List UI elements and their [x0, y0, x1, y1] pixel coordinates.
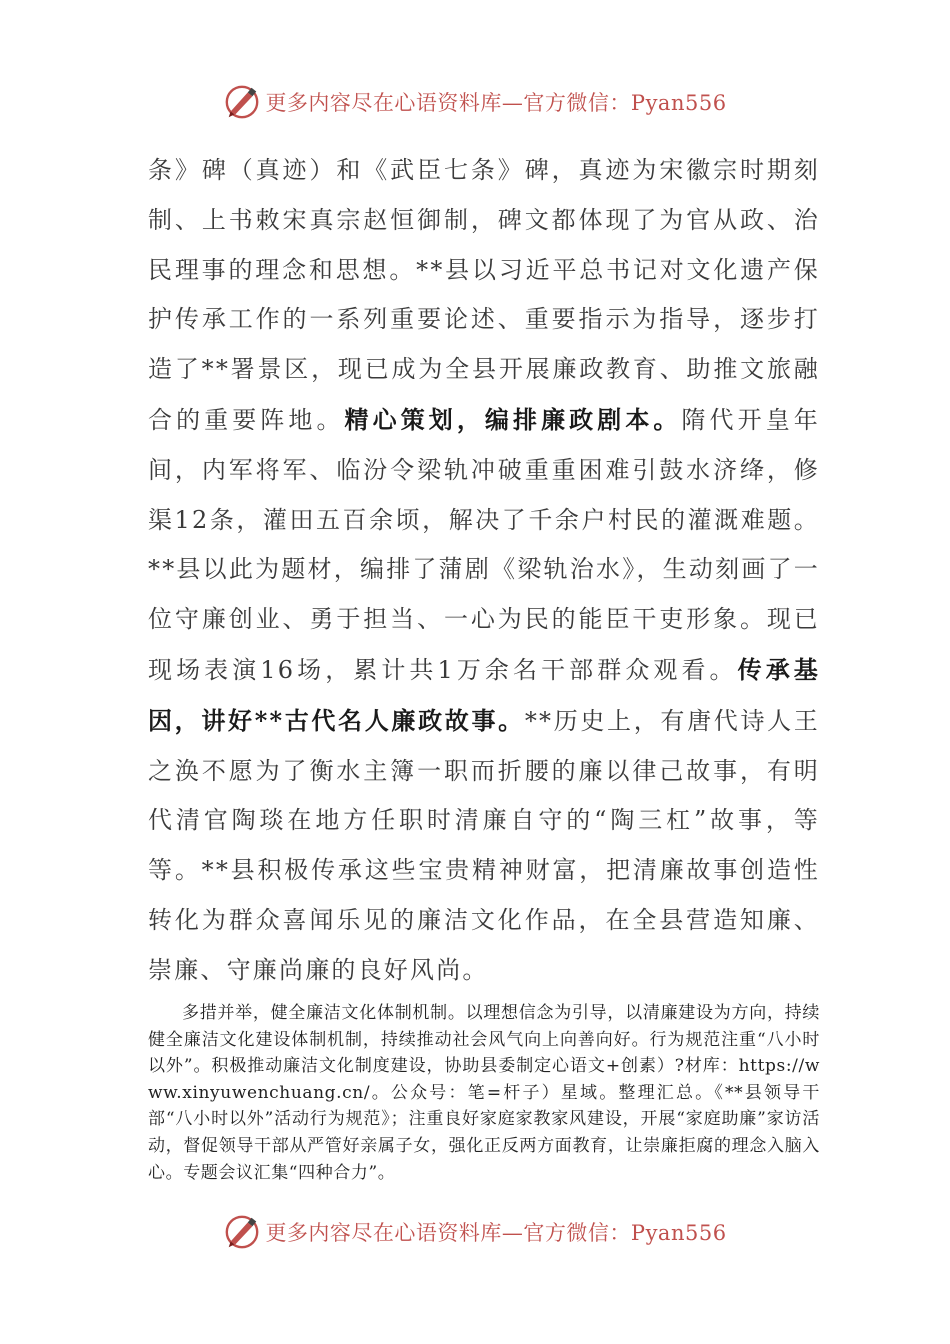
small-paragraph: 多措并举，健全廉洁文化体制机制。以理想信念为引导，以清廉建设为方向，持续健全廉洁文化建设体制机制，持续推动社会风气向上向善向好。行为规范注重“八小时以外”。积极推动廉洁文化制度建设，协助县委制定心语文+创素）?材库：https://www.xinyuwenchuang.cn/。公众号：笔=杆子）星域。整理汇总。《**县领导干部“八小时以外”活动行为规范》；注重良好家庭家教家风建设，开展“家庭助廉”家访活动，督促领导干部从严管好亲属子女，强化正反两方面教育，让崇廉拒腐的理念入脑入心。专题会议汇集“四种合力”。: [148, 1003, 820, 1183]
heading-inline-1: 精心策划，编排廉政剧本。: [344, 404, 682, 434]
banner-text: 更多内容尽在心语资料库—官方微信：Pyan556: [265, 91, 727, 115]
pen-logo-icon: [223, 1213, 261, 1251]
heading-inline-2: 传承基因，讲好**古代名人廉政故事。: [148, 654, 820, 735]
footer-banner: [0, 1212, 950, 1252]
pen-logo-icon: [223, 83, 261, 121]
header-banner: [0, 82, 950, 122]
body-paragraph: [148, 146, 820, 996]
paragraph-part-1: 条》碑（真迹）和《武臣七条》碑，真迹为宋徽宗时期刻制、上书敕宋真宗赵恒御制，碑文都体现了为官从政、治民理事的理念和思想。**县以习近平总书记对文化遗产保护传承工作的一系列重要论述、重要指示为指导，逐步打造了**署景区，现已成为全县开展廉政教育、助推文旅融合的重要阵地。: [148, 156, 820, 434]
paragraph-part-3: **历史上，有唐代诗人王之涣不愿为了衡水主簿一职而折腰的廉以律己故事，有明代清官陶琰在地方任职时清廉自守的“陶三杠”故事，等等。**县积极传承这些宝贵精神财富，把清廉故事创造性转化为群众喜闻乐见的廉洁文化作品，在全县营造知廉、崇廉、守廉尚廉的良好风尚。: [148, 706, 820, 984]
banner-text: 更多内容尽在心语资料库—官方微信：Pyan556: [265, 1221, 727, 1245]
paragraph-part-2: 隋代开皇年间，内军将军、临汾令梁轨冲破重重困难引鼓水济绛，修渠12条，灌田五百余顷，解决了千余户村民的灌溉难题。**县以此为题材，编排了蒲剧《梁轨治水》，生动刻画了一位守廉创业、勇于担当、一心为民的能臣干吏形象。现已现场表演16场，累计共1万余名干部群众观看。: [148, 405, 820, 684]
